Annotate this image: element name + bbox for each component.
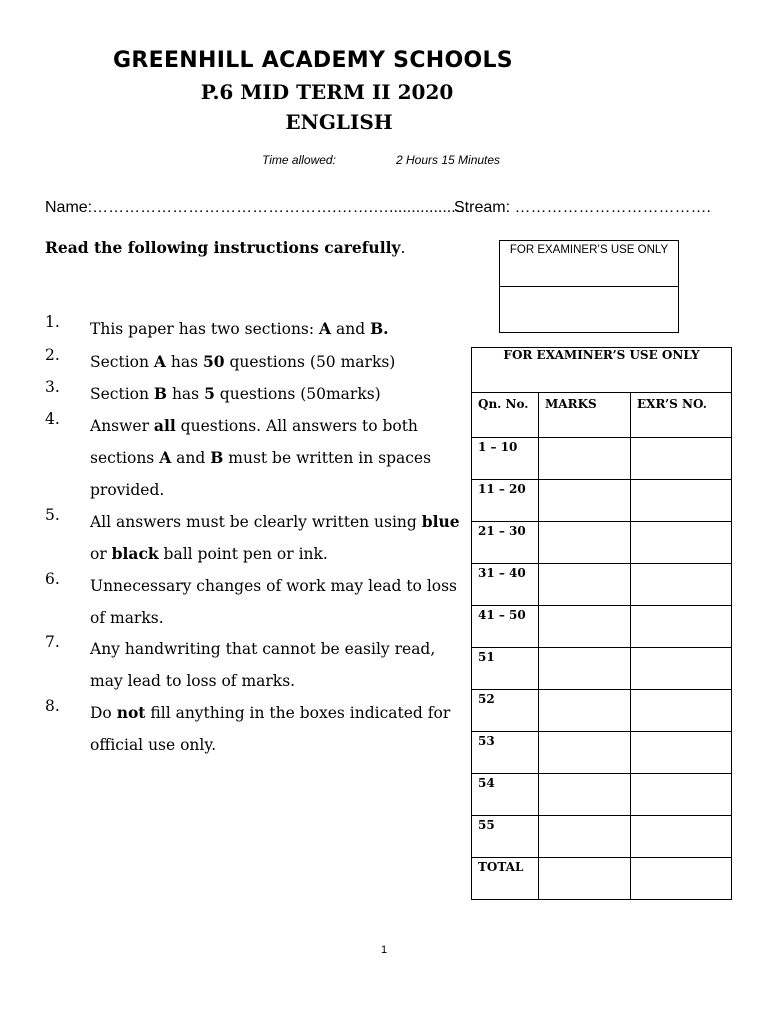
instruction-text (90, 633, 465, 697)
instruction-number: 1. (45, 313, 60, 331)
examiner-table-heading: FOR EXAMINER’S USE ONLY (472, 348, 732, 393)
instruction-fragment: Do (90, 704, 117, 722)
table-row (472, 816, 732, 858)
instruction-fragment: Section (90, 353, 154, 371)
instruction-emphasis: B (153, 384, 168, 403)
question-range-cell: 55 (472, 816, 539, 858)
marks-cell[interactable] (539, 774, 631, 816)
examiner-number-cell[interactable] (631, 564, 732, 606)
marks-cell[interactable] (539, 690, 631, 732)
marks-cell[interactable] (539, 648, 631, 690)
instruction-text (90, 570, 465, 634)
instruction-emphasis: A (159, 448, 172, 467)
instruction-number: 5. (45, 506, 60, 524)
table-row (472, 606, 732, 648)
examiner-marks-table (471, 347, 732, 900)
instruction-fragment: and (171, 449, 211, 467)
instruction-emphasis: A (319, 319, 332, 338)
marks-cell[interactable] (539, 816, 631, 858)
examiner-number-cell[interactable] (631, 606, 732, 648)
examiner-number-cell[interactable] (631, 438, 732, 480)
instruction-emphasis: all (153, 416, 176, 435)
instructions-heading-text: Read the following instructions carefully (45, 238, 401, 257)
exam-title: P.6 MID TERM II 2020 (200, 80, 454, 104)
instruction-text (90, 313, 465, 345)
instruction-text (90, 378, 465, 410)
instruction-fragment: and (331, 320, 371, 338)
instruction-fragment: Unnecessary changes of work may lead to loss of marks. (90, 577, 458, 627)
marks-cell[interactable] (539, 606, 631, 648)
instruction-fragment: All answers must be clearly written using (90, 513, 422, 531)
instruction-number: 2. (45, 346, 60, 364)
examiner-number-cell[interactable] (631, 816, 732, 858)
instruction-fragment: questions (50 marks) (224, 353, 396, 371)
table-row (472, 522, 732, 564)
instruction-fragment: ball point pen or ink. (158, 545, 328, 563)
instruction-number: 8. (45, 697, 60, 715)
instruction-fragment: or (90, 545, 112, 563)
examiner-number-cell[interactable] (631, 522, 732, 564)
question-range-cell: 11 – 20 (472, 480, 539, 522)
instruction-text (90, 410, 465, 506)
instruction-fragment: Section (90, 385, 154, 403)
table-row (472, 732, 732, 774)
instructions-heading (45, 238, 405, 257)
instruction-emphasis: 50 (202, 352, 225, 371)
examiner-table-column-headers (472, 393, 732, 438)
table-row (472, 648, 732, 690)
stream-field[interactable]: Stream: ………………………………. (454, 199, 711, 216)
question-range-cell: 52 (472, 690, 539, 732)
page-number: 1 (380, 944, 388, 956)
table-row (472, 564, 732, 606)
marks-cell[interactable] (539, 480, 631, 522)
subject-title: ENGLISH (285, 110, 393, 134)
table-row (472, 690, 732, 732)
examiner-number-cell[interactable] (631, 480, 732, 522)
examiner-box-small (499, 240, 679, 333)
table-row (472, 774, 732, 816)
marks-cell[interactable] (539, 564, 631, 606)
examiner-number-cell[interactable] (631, 858, 732, 900)
column-header-marks: MARKS (539, 393, 631, 438)
instruction-fragment: Any handwriting that cannot be easily read, may lead to loss of marks. (90, 640, 436, 690)
instruction-fragment: has (165, 353, 203, 371)
school-name: GREENHILL ACADEMY SCHOOLS (113, 48, 513, 73)
instruction-text (90, 697, 465, 761)
time-allowed-value: 2 Hours 15 Minutes (396, 153, 501, 167)
question-range-cell: TOTAL (472, 858, 539, 900)
instruction-number: 4. (45, 410, 60, 428)
table-row (472, 438, 732, 480)
column-header-qn-no: Qn. No. (472, 393, 539, 438)
examiner-number-cell[interactable] (631, 732, 732, 774)
instruction-fragment: questions. All answers to both sections (90, 417, 418, 467)
instruction-fragment: must be written in spaces provided. (90, 449, 432, 499)
instruction-fragment: has (167, 385, 205, 403)
column-header-exr-no: EXR’S NO. (631, 393, 732, 438)
examiner-box-small-heading: FOR EXAMINER’S USE ONLY (500, 241, 678, 287)
marks-cell[interactable] (539, 438, 631, 480)
question-range-cell: 53 (472, 732, 539, 774)
name-field[interactable]: Name:……………………………………….…….…................. (45, 199, 465, 216)
instruction-emphasis: blue (421, 512, 460, 531)
instruction-text (90, 346, 465, 378)
question-range-cell: 41 – 50 (472, 606, 539, 648)
table-row (472, 480, 732, 522)
instruction-fragment: This paper has two sections: (90, 320, 320, 338)
question-range-cell: 54 (472, 774, 539, 816)
marks-cell[interactable] (539, 732, 631, 774)
question-range-cell: 51 (472, 648, 539, 690)
instruction-emphasis: A (153, 352, 166, 371)
instructions-heading-suffix: . (400, 239, 406, 257)
instruction-number: 6. (45, 570, 60, 588)
instruction-emphasis: not (116, 703, 146, 722)
examiner-number-cell[interactable] (631, 690, 732, 732)
examiner-number-cell[interactable] (631, 774, 732, 816)
time-allowed-label: Time allowed: (262, 153, 336, 167)
instruction-text (90, 506, 465, 570)
marks-cell[interactable] (539, 522, 631, 564)
table-row (472, 858, 732, 900)
question-range-cell: 21 – 30 (472, 522, 539, 564)
question-range-cell: 31 – 40 (472, 564, 539, 606)
instruction-fragment: questions (50marks) (214, 385, 381, 403)
instruction-number: 7. (45, 633, 60, 651)
instruction-fragment: Answer (90, 417, 154, 435)
instruction-fragment: fill anything in the boxes indicated for official use only. (90, 704, 451, 754)
marks-cell[interactable] (539, 858, 631, 900)
instruction-emphasis: B. (370, 319, 389, 338)
instruction-number: 3. (45, 378, 60, 396)
instruction-emphasis: 5 (204, 384, 215, 403)
instruction-emphasis: black (111, 544, 159, 563)
instruction-emphasis: B (210, 448, 224, 467)
examiner-number-cell[interactable] (631, 648, 732, 690)
question-range-cell: 1 – 10 (472, 438, 539, 480)
